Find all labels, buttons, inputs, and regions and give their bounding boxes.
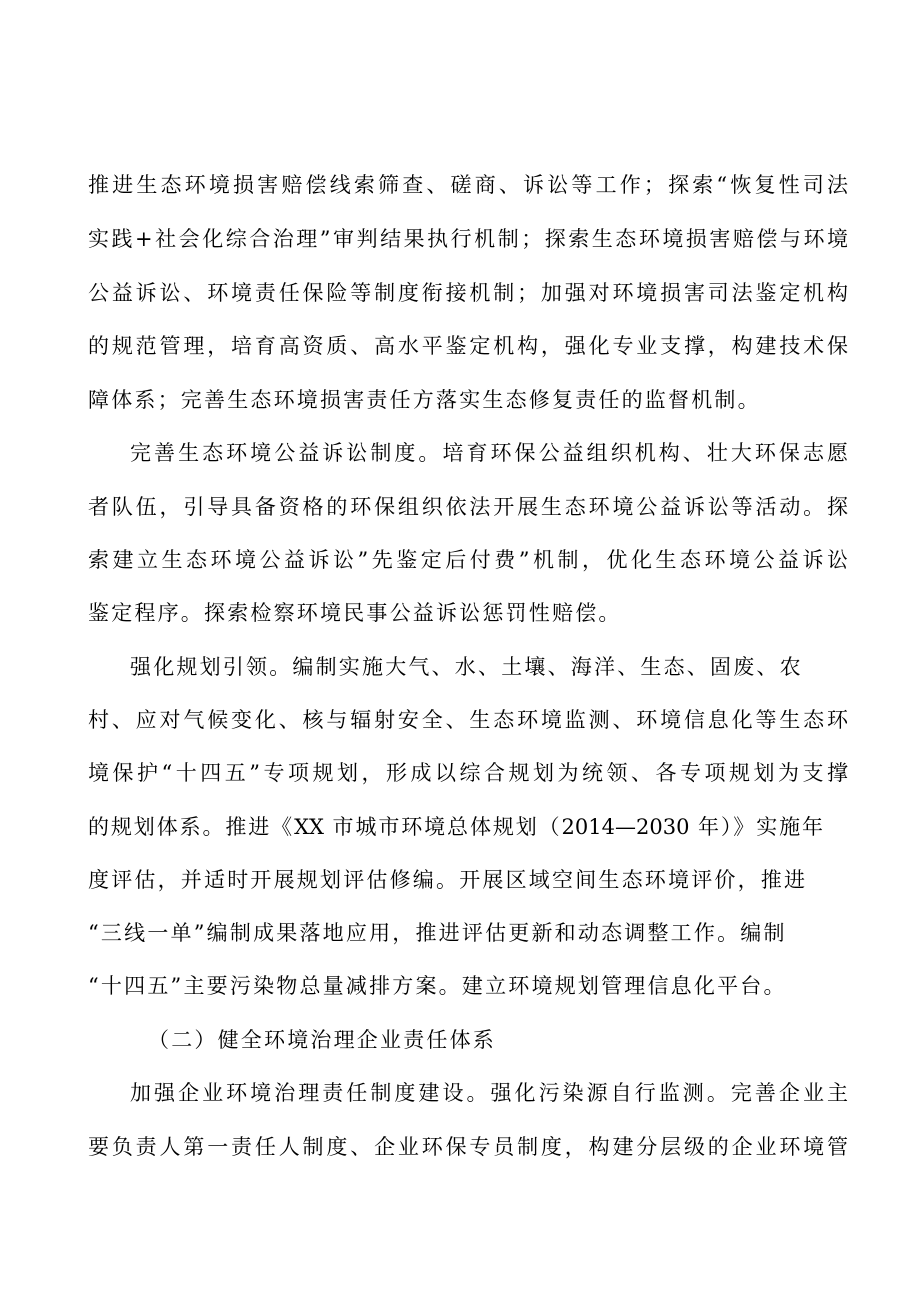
paragraph-3-line-4: 的规划体系。推进《XX 市城市环境总体规划（2014—2030 年）》实施年 bbox=[88, 815, 823, 839]
paragraph-3-line-6: “三线一单”编制成果落地应用，推进评估更新和动态调整工作。编制 bbox=[88, 921, 787, 945]
paragraph-1-line-5: 障体系；完善生态环境损害责任方落实生态修复责任的监督机制。 bbox=[88, 388, 761, 412]
paragraph-2-line-4: 鉴定程序。探索检察环境民事公益诉讼惩罚性赔偿。 bbox=[88, 601, 622, 625]
paragraph-3-line-5: 度评估，并适时开展规划评估修编。开展区域空间生态环境评价，推进 bbox=[88, 868, 808, 892]
paragraph-1-line-2: 实践+社会化综合治理”审判结果执行机制；探索生态环境损害赔偿与环境 bbox=[88, 227, 848, 251]
section-heading: （二）健全环境治理企业责任体系 bbox=[148, 1028, 496, 1052]
paragraph-4-line-2: 要负责人第一责任人制度、企业环保专员制度，构建分层级的企业环境管 bbox=[88, 1135, 848, 1159]
paragraph-3-line-1: 强化规划引领。编制实施大气、水、土壤、海洋、生态、固废、农 bbox=[130, 655, 803, 679]
paragraph-1-line-3: 公益诉讼、环境责任保险等制度衔接机制；加强对环境损害司法鉴定机构 bbox=[88, 281, 848, 305]
paragraph-4-line-1: 加强企业环境治理责任制度建设。强化污染源自行监测。完善企业主 bbox=[130, 1081, 848, 1105]
paragraph-2-line-3: 索建立生态环境公益诉讼”先鉴定后付费”机制，优化生态环境公益诉讼 bbox=[88, 548, 848, 572]
paragraph-1-line-4: 的规范管理，培育高资质、高水平鉴定机构，强化专业支撑，构建技术保 bbox=[88, 334, 848, 358]
paragraph-2-line-2: 者队伍，引导具备资格的环保组织依法开展生态环境公益诉讼等活动。探 bbox=[88, 495, 848, 519]
paragraph-3-line-3: 境保护“十四五”专项规划，形成以综合规划为统领、各专项规划为支撑 bbox=[88, 761, 848, 785]
paragraph-3-line-2: 村、应对气候变化、核与辐射安全、生态环境监测、环境信息化等生态环 bbox=[88, 708, 848, 732]
paragraph-3-line-7: “十四五”主要污染物总量减排方案。建立环境规划管理信息化平台。 bbox=[88, 974, 787, 998]
paragraph-1-line-1: 推进生态环境损害赔偿线索筛查、磋商、诉讼等工作；探索“恢复性司法 bbox=[88, 173, 848, 197]
paragraph-2-line-1: 完善生态环境公益诉讼制度。培育环保公益组织机构、壮大环保志愿 bbox=[130, 441, 848, 465]
